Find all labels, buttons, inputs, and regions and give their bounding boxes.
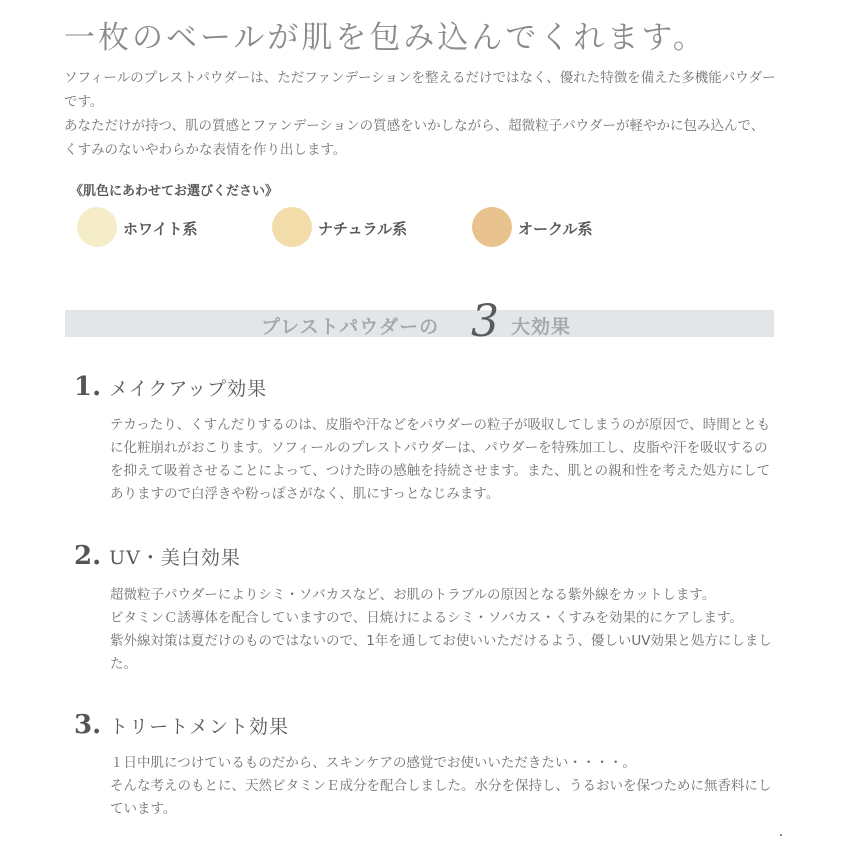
skin-tone-swatches xyxy=(0,207,842,249)
section-number: 1. xyxy=(74,372,102,402)
three-effects-banner xyxy=(65,296,774,347)
swatch-label: ナチュラル系 xyxy=(318,220,408,238)
section-number: 2. xyxy=(74,541,102,571)
intro-paragraph: ソフィールのプレストパウダーは、ただファンデーションを整えるだけではなく、優れた特徴を備えた多機能パウダーです。 xyxy=(64,70,776,110)
section-paragraph: テカったり、くすんだりするのは、皮脂や汗などをパウダーの粒子が吸収してしまうのが原因で、時間とともに化粧崩れがおこります。ソフィールのプレストパウダーは、パウダーを特殊加工し、皮脂や汗を吸収するのを抑えて吸着させることによって、つけた時の感触を持続させます。また、肌との親和性を考えた処方にしてありますので白浮きや粉っぽさがなく、肌にすっとなじみます。 xyxy=(110,417,771,502)
section-paragraph: １日中肌につけているものだから、スキンケアの感覚でお使いいただきたい・・・・。 xyxy=(110,755,636,771)
swatch-label: ホワイト系 xyxy=(123,220,198,238)
section-body-treatment xyxy=(110,752,776,821)
section-paragraph: 超微粒子パウダーによりシミ・ソバカスなど、お肌のトラブルの原因となる紫外線をカットします。 xyxy=(110,587,716,603)
decorative-dot xyxy=(780,834,782,836)
banner-number: 3 xyxy=(471,296,499,347)
section-body-uv xyxy=(110,584,776,676)
skin-tone-heading: 《肌色にあわせてお選びください》 xyxy=(70,184,279,199)
section-label: UV・美白効果 xyxy=(109,547,241,569)
section-paragraph: 紫外線対策は夏だけのものではないので、1年を通してお使いいただけるよう、優しいUV効果と処方にしました。 xyxy=(110,633,772,672)
color-dot-icon xyxy=(77,207,117,247)
intro-text xyxy=(64,66,776,162)
section-paragraph: そんな考えのもとに、天然ビタミンＥ成分を配合しました。水分を保持し、うるおいを保つために無香料にしています。 xyxy=(110,778,772,817)
banner-text-suffix: 大効果 xyxy=(511,316,572,338)
section-title-makeup xyxy=(74,372,267,402)
section-title-uv xyxy=(74,541,241,571)
section-body-makeup xyxy=(110,414,776,506)
page-headline: 一枚のベールが肌を包み込んでくれます。 xyxy=(64,20,707,56)
banner-text: プレストパウダーの xyxy=(261,316,440,338)
section-title-treatment xyxy=(74,710,289,740)
section-label: メイクアップ効果 xyxy=(109,378,268,400)
intro-paragraph: あなただけが持つ、肌の質感とファンデーションの質感をいかしながら、超微粒子パウダーが軽やかに包み込んで、くすみのないやわらかな表情を作り出します。 xyxy=(64,118,765,158)
swatch-label: オークル系 xyxy=(518,220,593,238)
section-label: トリートメント効果 xyxy=(109,716,289,738)
color-dot-icon xyxy=(272,207,312,247)
section-number: 3. xyxy=(74,710,102,740)
section-paragraph: ビタミンＣ誘導体を配合していますので、日焼けによるシミ・ソバカス・くすみを効果的にケアします。 xyxy=(110,610,743,626)
color-dot-icon xyxy=(472,207,512,247)
